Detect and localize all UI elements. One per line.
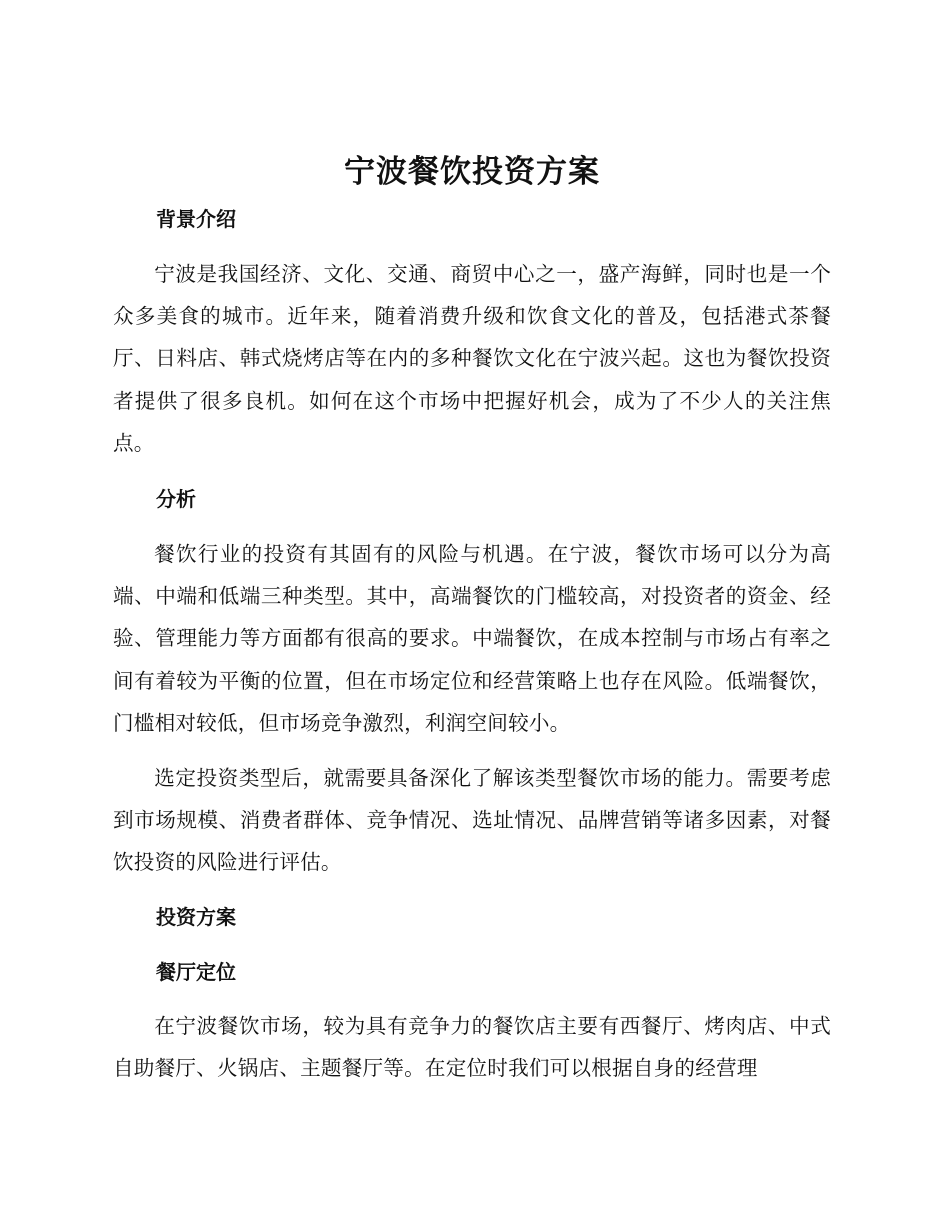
section-heading-background: 背景介绍	[156, 207, 236, 231]
paragraph-analysis-1: 餐饮行业的投资有其固有的风险与机遇。在宁波，餐饮市场可以分为高端、中端和低端三种类型。其中，高端餐饮的门槛较高，对投资者的资金、经验、管理能力等方面都有很高的要求。中端餐饮，在成本控制与市场占有率之间有着较为平衡的位置，但在市场定位和经营策略上也存在风险。低端餐饮，门槛相对较低，但市场竞争激烈，利润空间较小。	[113, 542, 831, 735]
paragraph-background: 宁波是我国经济、文化、交通、商贸中心之一，盛产海鲜，同时也是一个众多美食的城市。近年来，随着消费升级和饮食文化的普及，包括港式茶餐厅、日料店、韩式烧烤店等在内的多种餐饮文化在宁波兴起。这也为餐饮投资者提供了很多良机。如何在这个市场中把握好机会，成为了不少人的关注焦点。	[113, 262, 831, 455]
paragraph-restaurant-positioning: 在宁波餐饮市场，较为具有竞争力的餐饮店主要有西餐厅、烤肉店、中式自助餐厅、火锅店、主题餐厅等。在定位时我们可以根据自身的经营理	[113, 1014, 831, 1081]
section-heading-analysis: 分析	[156, 487, 196, 511]
section-heading-restaurant-positioning: 餐厅定位	[156, 960, 236, 984]
document-title: 宁波餐饮投资方案	[344, 154, 600, 190]
paragraph-analysis-2: 选定投资类型后，就需要具备深化了解该类型餐饮市场的能力。需要考虑到市场规模、消费者群体、竞争情况、选址情况、品牌营销等诸多因素，对餐饮投资的风险进行评估。	[113, 766, 831, 875]
section-heading-investment-plan: 投资方案	[156, 905, 236, 929]
